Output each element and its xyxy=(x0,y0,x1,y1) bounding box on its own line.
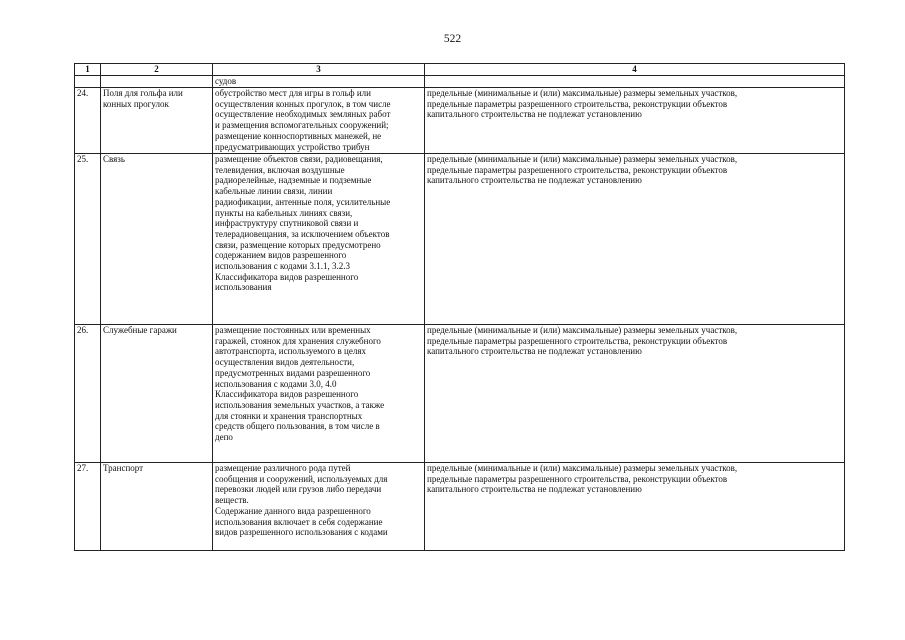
parameters-line: предельные параметры разрешенного строительства, реконструкции объектов xyxy=(427,164,728,175)
land-use-parameters xyxy=(425,463,845,551)
parameters-line: предельные (минимальные и (или) максимальные) размеры земельных участков, xyxy=(427,463,738,473)
description-line: Содержание данного вида разрешенного xyxy=(215,505,371,516)
parameters-line: предельные параметры разрешенного строительства, реконструкции объектов xyxy=(427,335,728,346)
description-line: пункты на кабельных линиях связи, xyxy=(215,207,353,218)
parameters-line: капитального строительства не подлежат установлению xyxy=(427,484,642,495)
land-use-name xyxy=(101,154,213,325)
column-header-2: 2 xyxy=(101,64,213,76)
name-line: Поля для гольфа или xyxy=(103,88,183,98)
table-row xyxy=(75,463,845,551)
description-line: Классификатора видов разрешенного xyxy=(215,271,359,282)
description-line: использования xyxy=(215,282,272,293)
description-line: гаражей, стоянок для хранения служебного xyxy=(215,335,381,346)
land-use-name xyxy=(101,325,213,463)
description-line: радиофикации, антенные поля, усилительные xyxy=(215,196,391,207)
row-number: 27. xyxy=(75,463,101,551)
continuation-name-cell xyxy=(101,76,213,88)
land-use-parameters xyxy=(425,325,845,463)
land-use-description xyxy=(213,88,425,154)
description-line: веществ. xyxy=(215,495,249,506)
column-number-row xyxy=(75,64,845,76)
description-line: размещение конноспортивных манежей, не xyxy=(215,130,382,141)
description-line: средств общего пользования, в том числе в xyxy=(215,421,380,432)
description-line: размещение объектов связи, радиовещания, xyxy=(215,154,383,164)
description-line: видов разрешенного использования с кодами xyxy=(215,527,388,538)
table-row xyxy=(75,154,845,325)
column-header-1: 1 xyxy=(75,64,101,76)
description-line: телерадиовещания, за исключением объектов xyxy=(215,228,390,239)
description-line: Классификатора видов разрешенного xyxy=(215,389,359,400)
continuation-desc-cell xyxy=(213,76,425,88)
description-line: осуществления видов деятельности, xyxy=(215,357,355,368)
table-row xyxy=(75,88,845,154)
description-line: осуществление необходимых земляных работ xyxy=(215,109,391,120)
description-line: перевозки людей или грузов либо передачи xyxy=(215,484,382,495)
land-use-name xyxy=(101,463,213,551)
description-line: использования земельных участков, а также xyxy=(215,399,385,410)
continuation-num-cell xyxy=(75,76,101,88)
page-number: 522 xyxy=(443,33,462,45)
description-line: содержанием видов разрешенного xyxy=(215,250,347,261)
continuation-row xyxy=(75,76,845,88)
land-use-parameters xyxy=(425,88,845,154)
land-use-name xyxy=(101,88,213,154)
continuation-params-cell xyxy=(425,76,845,88)
description-line: предусмотренных видами разрешенного xyxy=(215,367,371,378)
parameters-line: предельные (минимальные и (или) максимальные) размеры земельных участков, xyxy=(427,154,738,164)
description-line: размещение различного рода путей xyxy=(215,463,351,473)
row-number: 24. xyxy=(75,88,101,154)
description-line: осуществления конных прогулок, в том числе xyxy=(215,98,391,109)
name-line: Служебные гаражи xyxy=(103,325,177,335)
description-line: связи, размещение которых предусмотрено xyxy=(215,239,381,250)
description-line: телевидения, включая воздушные xyxy=(215,164,345,175)
name-line: конных прогулок xyxy=(103,98,169,109)
parameters-line: капитального строительства не подлежат установлению xyxy=(427,346,642,357)
description-line: размещение постоянных или временных xyxy=(215,325,371,335)
table-row xyxy=(75,325,845,463)
parameters-line: предельные (минимальные и (или) максимальные) размеры земельных участков, xyxy=(427,88,738,98)
description-line: предусматривающих устройство трибун xyxy=(215,141,370,152)
description-line: для стоянки и хранения транспортных xyxy=(215,410,363,421)
name-line: Транспорт xyxy=(103,463,144,473)
description-line: использования включает в себя содержание xyxy=(215,516,383,527)
parameters-line: капитального строительства не подлежат установлению xyxy=(427,175,642,186)
description-line: обустройство мест для игры в гольф или xyxy=(215,88,371,98)
land-use-description xyxy=(213,154,425,325)
name-line: Связь xyxy=(103,154,125,164)
column-header-3: 3 xyxy=(213,64,425,76)
parameters-line: капитального строительства не подлежат установлению xyxy=(427,109,642,120)
description-line: инфраструктуру спутниковой связи и xyxy=(215,218,359,229)
land-use-parameters xyxy=(425,154,845,325)
description-line: использования с кодами 3.1.1, 3.2.3 xyxy=(215,261,350,272)
description-line: автотранспорта, используемого в целях xyxy=(215,346,367,357)
continuation-text: судов xyxy=(215,76,237,86)
land-use-description xyxy=(213,325,425,463)
description-line: использования с кодами 3.0, 4.0 xyxy=(215,378,337,389)
description-line: депо xyxy=(215,432,233,443)
row-number: 25. xyxy=(75,154,101,325)
row-number: 26. xyxy=(75,325,101,463)
parameters-line: предельные параметры разрешенного строительства, реконструкции объектов xyxy=(427,98,728,109)
description-line: сообщения и сооружений, используемых для xyxy=(215,473,388,484)
parameters-line: предельные параметры разрешенного строительства, реконструкции объектов xyxy=(427,473,728,484)
land-use-table xyxy=(74,63,845,551)
land-use-description xyxy=(213,463,425,551)
description-line: радиорелейные, надземные и подземные xyxy=(215,175,372,186)
description-line: и размещения вспомогательных сооружений; xyxy=(215,120,389,131)
parameters-line: предельные (минимальные и (или) максимальные) размеры земельных участков, xyxy=(427,325,738,335)
column-header-4: 4 xyxy=(425,64,845,76)
description-line: кабельные линии связи, линии xyxy=(215,186,333,197)
